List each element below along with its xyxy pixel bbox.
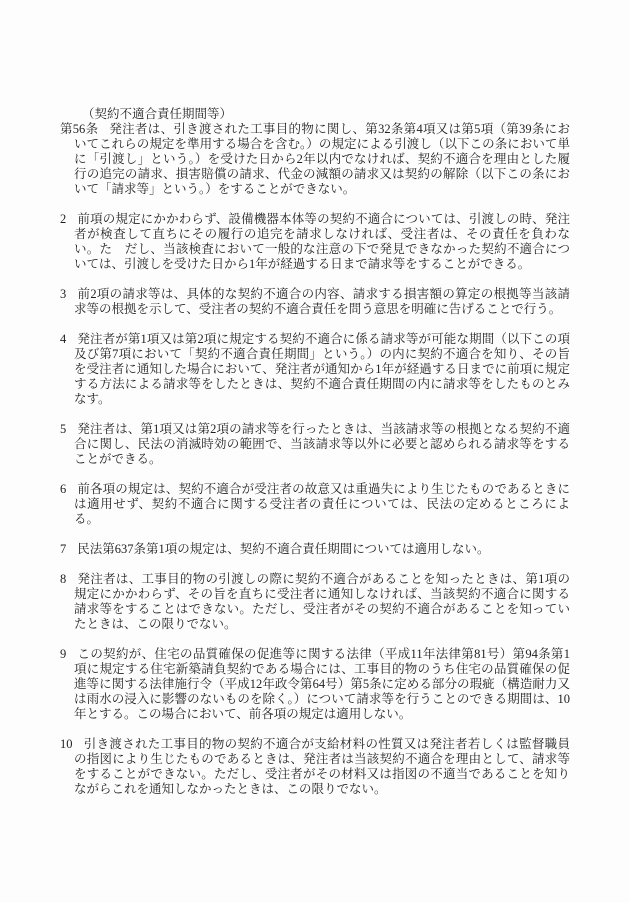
clause-text: 引き渡された工事目的物の契約不適合が支給材料の性質又は発注者若しくは監督職員の指図により生じたものであるときは、発注者は当該契約不適合を理由として、請求等をすることができない。ただし、受注者がその材料又は指図の不適当であることを知りながらこれを通知しなかったときは、この限りでない。	[74, 737, 570, 796]
clause-paragraph	[60, 422, 570, 467]
clause-paragraph	[60, 212, 570, 272]
clause-paragraph	[60, 572, 570, 632]
clause-text: 発注者は、引き渡された工事目的物に関し、第32条第4項又は第5項（第39条においてこれらの規定を準用する場合を含む。）の規定による引渡し（以下この条において単に「引渡し」という。）を受けた日から2年以内でなければ、契約不適合を理由とした履行の追完の請求、損害賠償の請求、代金の減額の請求又は契約の解除（以下この条において「請求等」という。）をすることができない。	[74, 122, 570, 196]
clause-paragraph	[60, 287, 570, 317]
clause-paragraph	[60, 542, 570, 557]
clause-number: 6	[60, 482, 67, 496]
clause-text: 前各項の規定は、契約不適合が受注者の故意又は重過失により生じたものであるときには適用せず、契約不適合に関する受注者の責任については、民法の定めるところによる。	[74, 482, 570, 526]
clause-paragraph	[60, 482, 570, 527]
clause-text: 民法第637条第1項の規定は、契約不適合責任期間については適用しない。	[77, 542, 490, 556]
clause-list	[60, 122, 570, 797]
clause-paragraph	[60, 332, 570, 407]
clause-number: 第56条	[60, 122, 99, 136]
clause-paragraph	[60, 737, 570, 797]
clause-text: 発注者は、工事目的物の引渡しの際に契約不適合があることを知ったときは、第1項の規定にかかわらず、その旨を直ちに受注者に通知しなければ、当該契約不適合に関する請求等をすることはできない。ただし、受注者がその契約不適合があることを知っていたときは、この限りでない。	[74, 572, 570, 631]
clause-number: 2	[60, 212, 67, 226]
clause-number: 4	[60, 332, 67, 346]
clause-text: 前2項の請求等は、具体的な契約不適合の内容、請求する損害額の算定の根拠等当該請求等の根拠を示して、受注者の契約不適合責任を問う意思を明確に告げることで行う。	[74, 287, 570, 316]
clause-paragraph	[60, 122, 570, 197]
clause-text: 前項の規定にかかわらず、設備機器本体等の契約不適合については、引渡しの時、発注者が検査して直ちにその履行の追完を請求しなければ、受注者は、その責任を負わない。た だし、当該検査において一般的な注意の下で発見できなかった契約不適合については、引渡しを受けた日から1年が経過する日まで請求等をすることができる。	[74, 212, 570, 271]
clause-number: 9	[60, 647, 67, 661]
clause-number: 3	[60, 287, 67, 301]
clause-text: 発注者は、第1項又は第2項の請求等を行ったときは、当該請求等の根拠となる契約不適合に関し、民法の消滅時効の範囲で、当該請求等以外に必要と認められる請求等をすることができる。	[74, 422, 570, 466]
clause-number: 5	[60, 422, 67, 436]
clause-text: 発注者が第1項又は第2項に規定する契約不適合に係る請求等が可能な期間（以下この項及び第7項において「契約不適合責任期間」という。）の内に契約不適合を知り、その旨を受注者に通知した場合において、発注者が通知から1年が経過する日までに前項に規定する方法による請求等をしたときは、契約不適合責任期間の内に請求等をしたものとみなす。	[74, 332, 570, 406]
clause-number: 8	[60, 572, 67, 586]
clause-text: この契約が、住宅の品質確保の促進等に関する法律（平成11年法律第81号）第94条第1項に規定する住宅新築請負契約である場合には、工事目的物のうち住宅の品質確保の促進等に関する法律施行令（平成12年政令第64号）第5条に定める部分の瑕疵（構造耐力又は雨水の浸入に影響のないものを除く。）について請求等を行うことのできる期間は、10年とする。この場合において、前各項の規定は適用しない。	[74, 647, 570, 721]
clause-paragraph	[60, 647, 570, 722]
clause-number: 7	[60, 542, 67, 556]
section-heading: （契約不適合責任期間等）	[82, 107, 233, 121]
clause-number: 10	[60, 737, 73, 751]
